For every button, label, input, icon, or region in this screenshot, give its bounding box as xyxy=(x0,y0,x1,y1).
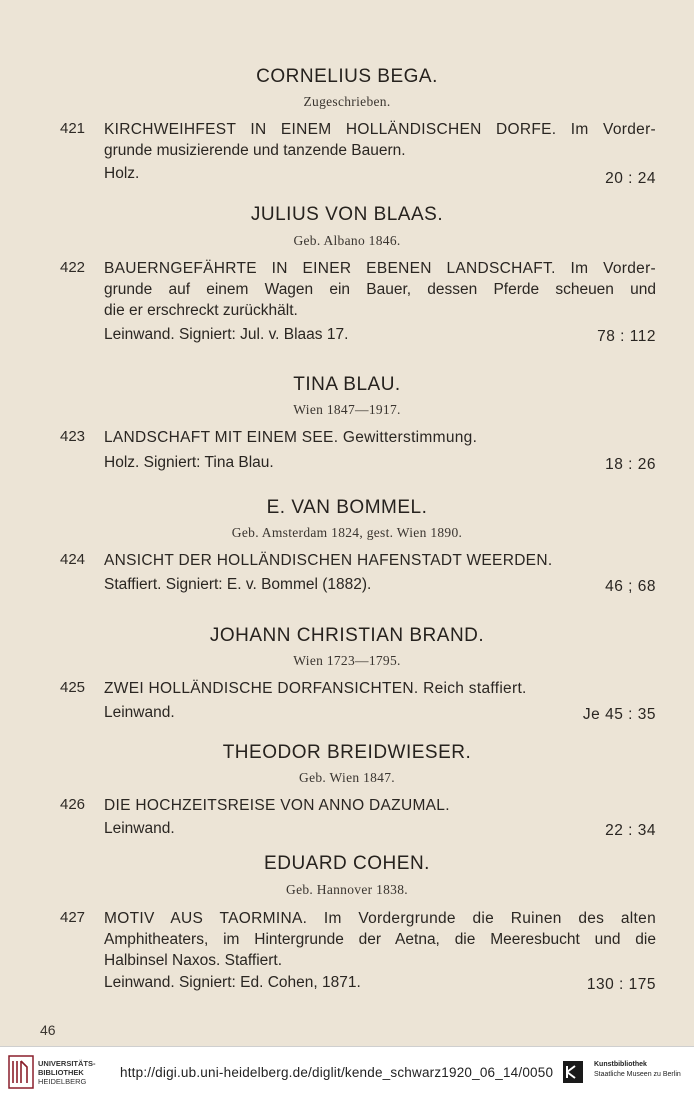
kunstbibliothek-name: Kunstbibliothek Staatliche Museen zu Berlin xyxy=(594,1061,681,1078)
artist-note: Geb. Albano 1846. xyxy=(293,233,401,248)
lot-size: 130 : 175 xyxy=(586,976,656,993)
lot-number: 422 xyxy=(60,259,86,276)
lot-medium: Leinwand. Signiert: Jul. v. Blaas 17. xyxy=(104,326,349,343)
kunstbibliothek-logo-icon xyxy=(563,1061,583,1083)
viewer-footer xyxy=(0,1046,694,1099)
artist-note: Wien 1723—1795. xyxy=(293,653,401,668)
artist-name: EDUARD COHEN. xyxy=(264,853,430,874)
lot-description: ZWEI HOLLÄNDISCHE DORFANSICHTEN. Reich staffiert. xyxy=(104,680,527,697)
lot-size: 46 ; 68 xyxy=(605,578,656,595)
artist-note: Geb. Amsterdam 1824, gest. Wien 1890. xyxy=(231,525,463,540)
lot-size: 78 : 112 xyxy=(597,328,656,345)
lot-medium: Leinwand. xyxy=(104,704,175,721)
lot-description: MOTIV AUS TAORMINA. Im Vordergrunde die Ruinen des alten Amphitheaters, im Hintergrunde der Aetna, die Meeresbucht und die Halbinsel Naxos. Staffiert. xyxy=(104,910,656,969)
lot-medium: Staffiert. Signiert: E. v. Bommel (1882). xyxy=(104,576,372,593)
lot-number: 426 xyxy=(60,796,86,813)
artist-name: JULIUS VON BLAAS. xyxy=(250,204,444,225)
university-library-logo-icon xyxy=(8,1055,34,1089)
artist-note: Geb. Hannover 1838. xyxy=(286,882,408,897)
artist-note: Wien 1847—1917. xyxy=(293,402,401,417)
lot-medium: Holz. Signiert: Tina Blau. xyxy=(104,454,274,471)
lot-number: 425 xyxy=(60,679,86,696)
page-number: 46 xyxy=(40,1022,56,1038)
permalink-url[interactable]: http://digi.ub.uni-heidelberg.de/diglit/kende_schwarz1920_06_14/0050 xyxy=(120,1065,554,1080)
lot-size: 18 : 26 xyxy=(605,456,656,473)
lot-number: 423 xyxy=(60,428,86,445)
artist-name: CORNELIUS BEGA. xyxy=(256,66,438,87)
lot-medium: Leinwand. xyxy=(104,820,175,837)
lot-description: KIRCHWEIHFEST IN EINEM HOLLÄNDISCHEN DORFE. Im Vorder- grunde musizierende und tanzende Bauern. xyxy=(104,121,656,159)
lot-medium: Holz. xyxy=(104,165,140,182)
artist-name: THEODOR BREIDWIESER. xyxy=(222,742,472,763)
lot-number: 427 xyxy=(60,909,86,926)
university-library-name: UNIVERSITÄTS- BIBLIOTHEK HEIDELBERG xyxy=(38,1059,96,1086)
lot-medium: Leinwand. Signiert: Ed. Cohen, 1871. xyxy=(104,974,361,991)
lot-description: DIE HOCHZEITSREISE VON ANNO DAZUMAL. xyxy=(104,797,450,814)
artist-name: JOHANN CHRISTIAN BRAND. xyxy=(209,625,485,646)
lot-number: 424 xyxy=(60,551,86,568)
lot-size: 20 : 24 xyxy=(605,170,656,187)
artist-name: TINA BLAU. xyxy=(293,374,401,395)
artist-note: Geb. Wien 1847. xyxy=(299,770,395,785)
lot-size: Je 45 : 35 xyxy=(582,706,656,723)
lot-description: LANDSCHAFT MIT EINEM SEE. Gewitterstimmung. xyxy=(104,429,478,446)
lot-description: ANSICHT DER HOLLÄNDISCHEN HAFENSTADT WEERDEN. xyxy=(104,552,553,569)
lot-size: 22 : 34 xyxy=(605,822,656,839)
artist-name: E. VAN BOMMEL. xyxy=(266,497,428,518)
lot-description: BAUERNGEFÄHRTE IN EINER EBENEN LANDSCHAFT. Im Vorder- grunde auf einem Wagen ein Bauer, dessen Pferde scheuen und die er erschreckt zurückhält. xyxy=(104,260,656,319)
lot-number: 421 xyxy=(60,120,86,137)
artist-note: Zugeschrieben. xyxy=(303,94,391,109)
